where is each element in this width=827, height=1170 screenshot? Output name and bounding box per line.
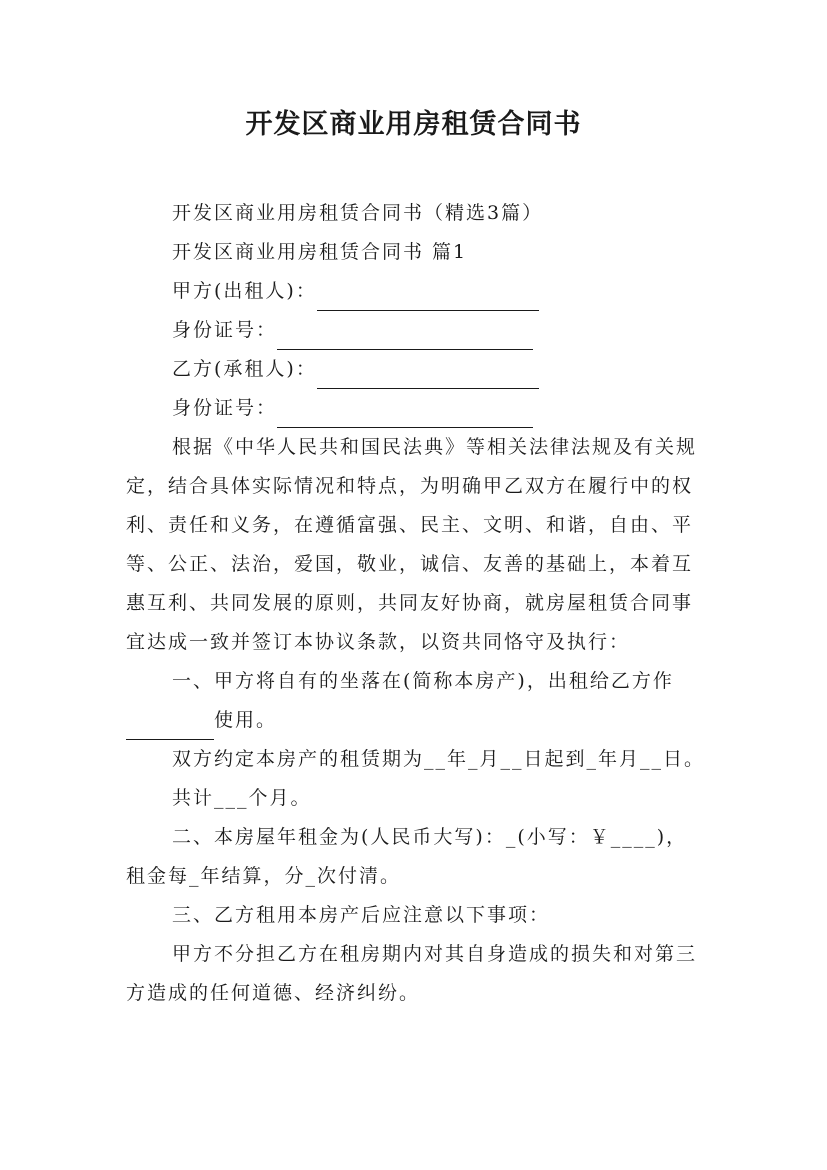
clause-1: 一、甲方将自有的坐落在(简称本房产)，出租给乙方作 — [172, 670, 674, 692]
id-a-blank — [277, 323, 533, 350]
usage-label: 使用。 — [214, 709, 278, 731]
document-title: 开发区商业用房租赁合同书 — [245, 109, 582, 140]
subtitle-selection: 开发区商业用房租赁合同书（精选3篇） — [172, 202, 544, 224]
party-b-label: 乙方(承租人)： — [172, 358, 317, 380]
party-a-line — [126, 272, 706, 311]
id-b-line — [126, 389, 706, 428]
id-b-blank — [277, 401, 533, 428]
clause-2: 二、本房屋年租金为(人民币大写)：_(小写：￥____)，租金每_年结算，分_次付清。 — [126, 826, 688, 887]
section-heading: 开发区商业用房租赁合同书 篇1 — [172, 241, 468, 263]
id-a-line — [126, 311, 706, 350]
clause-3: 三、乙方租用本房产后应注意以下事项： — [172, 904, 551, 926]
document-body — [126, 194, 706, 1013]
preamble-paragraph: 根据《中华人民共和国民法典》等相关法律法规及有关规定，结合具体实际情况和特点，为明确甲乙双方在履行中的权利、责任和义务，在遵循富强、民主、文明、和谐，自由、平等、公正、法治，爱国，敬业，诚信、友善的基础上，本着互惠互利、共同发展的原则，共同友好协商，就房屋租赁合同事宜达成一致并签订本协议条款，以资共同恪守及执行： — [126, 436, 698, 653]
usage-blank — [126, 713, 214, 740]
term-line: 双方约定本房产的租赁期为__年_月__日起到_年月__日。 — [172, 748, 706, 770]
clause-3-detail: 甲方不分担乙方在租房期内对其自身造成的损失和对第三方造成的任何道德、经济纠纷。 — [126, 943, 698, 1004]
party-b-blank — [317, 362, 539, 389]
total-line: 共计___个月。 — [172, 787, 312, 809]
party-a-label: 甲方(出租人)： — [172, 280, 317, 302]
party-a-blank — [317, 284, 539, 311]
id-b-label: 身份证号： — [172, 397, 278, 419]
clause-1-usage — [126, 701, 706, 740]
party-b-line — [126, 350, 706, 389]
id-a-label: 身份证号： — [172, 319, 278, 341]
